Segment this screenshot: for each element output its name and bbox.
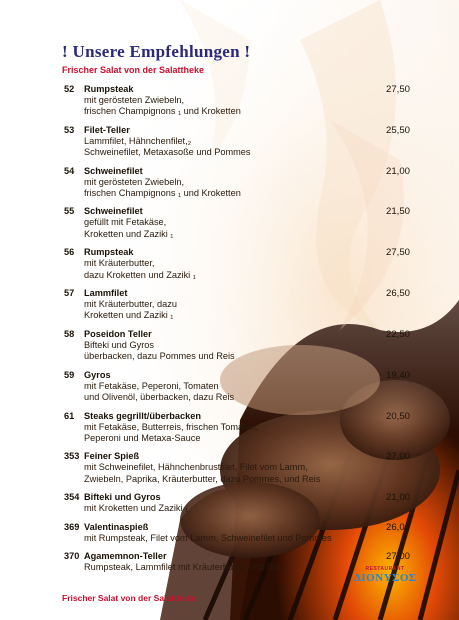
item-price: 27,00 — [385, 550, 410, 562]
item-name: Schweinefilet — [84, 206, 143, 217]
menu-item — [64, 411, 410, 445]
menu-item — [64, 451, 410, 485]
item-price: 21,00 — [385, 165, 410, 177]
menu-item — [64, 247, 410, 281]
item-description-line: mit gerösteten Zwiebeln, — [84, 176, 185, 187]
menu-item — [64, 288, 410, 322]
item-description-line: und Olivenöl, überbacken, dazu Reis — [84, 392, 235, 403]
item-description-line: frischen Champignons ₁ und Kroketten — [84, 106, 241, 117]
menu-item — [64, 206, 410, 240]
item-description-line: Kroketten und Zaziki ₁ — [84, 310, 174, 321]
item-number: 369 — [64, 521, 80, 532]
item-number: 59 — [64, 369, 75, 380]
item-description-line: mit Fetakäse, Peperoni, Tomaten — [84, 380, 219, 391]
item-name: Poseidon Teller — [84, 328, 152, 339]
item-price: 21,00 — [385, 492, 410, 504]
item-description-line: überbacken, dazu Pommes und Reis — [84, 351, 235, 362]
item-description-line: Rumpsteak, Lammfilet mit Kräuterbutter und Reis — [84, 561, 286, 572]
item-price: 26,50 — [385, 288, 410, 300]
item-price: 21,50 — [385, 206, 410, 218]
item-number: 354 — [64, 492, 80, 503]
item-name: Bifteki und Gyros — [84, 492, 161, 503]
item-name: Agamemnon-Teller — [84, 550, 167, 561]
page-title: ! Unsere Empfehlungen ! — [62, 42, 251, 61]
item-description-line: frischen Champignons ₁ und Kroketten — [84, 188, 241, 199]
item-description-line: Peperoni und Metaxa-Sauce — [84, 432, 201, 443]
item-number: 53 — [64, 124, 75, 135]
item-number: 353 — [64, 451, 80, 462]
item-number: 55 — [64, 206, 75, 217]
item-number: 58 — [64, 328, 75, 339]
menu-item — [64, 84, 410, 118]
item-price: 27,00 — [385, 451, 410, 463]
menu-item — [64, 370, 410, 404]
item-name: Filet-Teller — [84, 124, 130, 135]
item-price: 26,00 — [385, 521, 410, 533]
item-description-line: mit Fetakäse, Butterreis, frischen Tomaten, — [84, 421, 259, 432]
item-price: 22,50 — [385, 328, 410, 340]
item-price: 19,40 — [385, 369, 410, 381]
item-price: 27,50 — [385, 84, 410, 95]
restaurant-logo — [354, 566, 416, 600]
item-description-line: Lammfilet, Hähnchenfilet,₂ — [84, 135, 192, 146]
item-description-line: gefüllt mit Fetakäse, — [84, 217, 167, 228]
item-price: 20,50 — [385, 410, 410, 422]
item-description-line: Kroketten und Zaziki ₁ — [84, 228, 174, 239]
logo-small-text: RESTAURANT — [365, 566, 405, 572]
item-description-line: mit gerösteten Zwiebeln, — [84, 95, 185, 105]
menu-item — [64, 492, 410, 514]
item-description-line: mit Rumpsteak, Filet vom Lamm, Schweinefilet und Pommes — [84, 532, 332, 543]
item-description-line: mit Kroketten und Zaziki ₁ — [84, 503, 189, 514]
item-number: 57 — [64, 288, 75, 299]
item-number: 54 — [64, 165, 75, 176]
item-name: Lammfilet — [84, 288, 128, 299]
item-description-line: mit Schweinefilet, Hähnchenbrustfilet, Filet vom Lamm, — [84, 462, 308, 473]
menu-item — [64, 166, 410, 200]
item-description-line: mit Kräuterbutter, — [84, 258, 155, 269]
item-name: Rumpsteak — [84, 84, 134, 94]
salad-note-bottom: Frischer Salat von der Salattheke — [62, 593, 197, 603]
item-name: Valentinaspieß — [84, 521, 149, 532]
salad-note-top: Frischer Salat von der Salattheke — [62, 65, 205, 75]
item-description-line: Schweinefilet, Metaxasoße und Pommes — [84, 147, 251, 158]
item-number: 56 — [64, 247, 75, 258]
item-description-line: Zwiebeln, Paprika, Kräuterbutter, dazu Pommes, und Reis — [84, 473, 321, 484]
item-description-line: dazu Kroketten und Zaziki ₁ — [84, 269, 196, 280]
item-name: Rumpsteak — [84, 247, 134, 258]
item-number: 61 — [64, 410, 75, 421]
logo-name: ΔΙΟΝΥΣΟΣ — [354, 572, 417, 584]
item-number: 52 — [64, 84, 75, 94]
menu-item — [64, 522, 410, 544]
menu-item — [64, 125, 410, 159]
item-name: Steaks gegrillt/überbacken — [84, 410, 201, 421]
item-name: Schweinefilet — [84, 165, 143, 176]
item-description-line: Bifteki und Gyros — [84, 339, 154, 350]
item-number: 370 — [64, 550, 80, 561]
item-price: 27,50 — [385, 247, 410, 259]
menu-list — [64, 84, 410, 580]
item-description-line: mit Kräuterbutter, dazu — [84, 299, 177, 310]
item-price: 25,50 — [385, 124, 410, 136]
item-name: Feiner Spieß — [84, 451, 140, 462]
item-name: Gyros — [84, 369, 111, 380]
menu-item — [64, 329, 410, 363]
